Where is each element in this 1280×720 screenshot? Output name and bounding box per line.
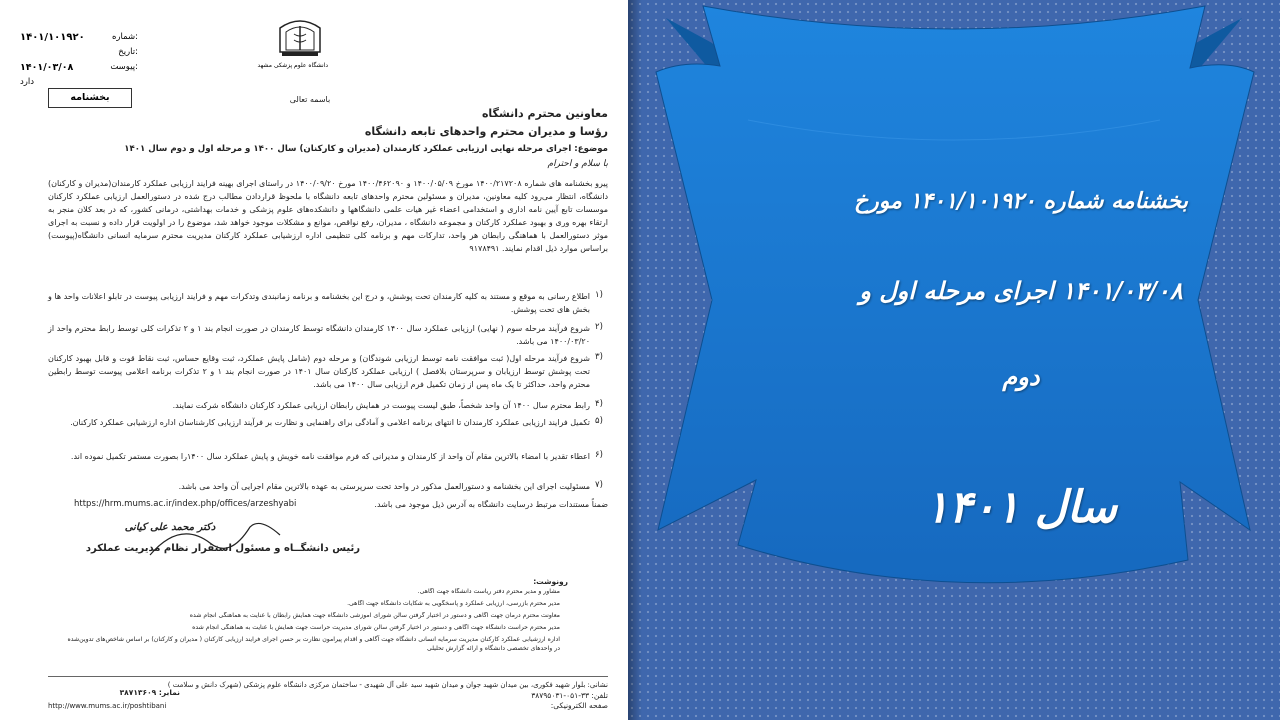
item-text: شروع فرآیند مرحله سوم ( نهایی) ارزیابی عملکرد سال ۱۴۰۰ کارمندان دانشگاه توسط کارمندان در صورت انجام بند ۱ و ۲ تذکرات کلی توسط رابط محترم واحد از ۱۴۰۰/۰۳/۲۰ می باشد. [48, 324, 591, 346]
footer-fax: نمابر: ۳۸۷۱۳۶۰۹ [119, 688, 180, 697]
meta-date-label: تاریخ: [118, 47, 138, 57]
subject-line: موضوع: اجرای مرحله نهایی ارزیابی عملکرد کارمندان (مدیران و کارکنان) سال ۱۴۰۰ و مرحله اول و دوم سال ۱۴۰۱ [124, 144, 608, 154]
item-text: اعطاء تقدیر با امضاء بالاترین مقام آن واحد از کارمندان و مدیرانی که فرم موافقت نامه خویش و پایش عملکرد سال ۱۴۰۰را بصورت مستمر تکمیل نموده اند. [70, 452, 590, 461]
panel-title-line-2: ۱۴۰۱/۰۳/۰۸ اجرای مرحله اول و [859, 276, 1183, 305]
item-text: شروع فرآیند مرحله اول( ثبت موافقت نامه توسط ارزیابی شوندگان) و مرحله دوم (شامل پایش عملکرد، ثبت وقایع حساس، ثبت نقاط قوت و قابل بهبود کارکنان تحت پوشش توسط ارزیابان و سرپرستان بلافصل ) ارزیابی عملکرد کارکنان سال ۱۴۰۱ در صورت انجام بند ۱ و ۲ تذکرات برنامه اعلامی پیوست توسط رابطین محترم واحد، حداکثر تا یک ماه پس از زمان تکمیل فرم ارزیابی سال ۱۴۰۰ می باشد. [48, 354, 590, 389]
meta-attachment-value: دارد [20, 77, 35, 87]
item-number: ۷) [595, 480, 603, 490]
item-text: تکمیل فرایند ارزیابی عملکرد کارمندان تا انتهای برنامه اعلامی و آمادگی برای راهنمایی و نظارت بر فرآیند ارزیابی کارشناسان اداره ارزشیابی عملکرد کارکنان. [70, 418, 590, 427]
signature-scribble [140, 515, 290, 570]
intro-paragraph: پیرو بخشنامه های شماره ۱۴۰۰/۲۱۷۲۰۸ مورخ ۱۴۰۰/۰۵/۰۹ و ۱۴۰۰/۴۶۲۰۹۰ مورخ ۱۴۰۰/۰۹/۲۰ در راستای اجرای بهینه فرایند ارزیابی عملکرد کارمندان(مدیران و کارکنان) دانشگاه، انتظار می‌رود کلیه معاونین، مدیران و مسئولین محترم واحدهای تابعه دانشگاه با ملحوظ قراردادن مطالب درج شده در دستورالعمل ارزیابی عملکرد کارکنان موسسات تابع آیین نامه اداری و استخدامی اعضاء غیر هیات علمی دانشگاهها و دانشکده‌های علوم پزشکی و خدمات بهداشتی، درمانی کشور، که در بعد کلان منجر به ارتقاء بهره وری و بهبود عملکرد کارکنان و مجموعه دانشگاه ، مدیران، رفع نواقص، موانع و مشکلات موجود خواهد شد، موضوع را در اولویت قرار داده و نسبت به اجرای موثر دستورالعمل با هماهنگی رابطان هر واحد، تدارکات مهم و برنامه کلی تنظیمی اداره ارزشیابی عملکرد کارکنان مدیریت محترم سرمایه انسانی دانشگاه(پیوست) براساس موارد ذیل اقدام نمایند. ۹۱۷۸۴۹۱ [48, 179, 608, 253]
closing-text: ضمناً مستندات مرتبط درسایت دانشگاه به آدرس ذیل موجود می باشد. [374, 500, 608, 509]
logo-caption: دانشگاه علوم پزشکی مشهد [257, 62, 328, 69]
footer-address: نشانی: بلوار شهید فکوری، بین میدان شهید جوان و میدان شهید سید علی آل شهیدی - ساختمان مرکزی دانشگاه علوم پزشکی (شهرک دانش و سلامت ) [167, 681, 608, 689]
circular-badge: بخشنامه [48, 88, 132, 108]
closing-url[interactable]: https://hrm.mums.ac.ir/index.php/offices/arzeshyabi [74, 499, 297, 509]
item-text: مسئولیت اجرای این بخشنامه و دستورالعمل مذکور در واحد تحت سرپرستی به عهده بالاترین مقام اجرایی آن واحد می باشد. [178, 482, 590, 491]
panel-title-line-4: سال ۱۴۰۱ [924, 482, 1118, 533]
meta-number-label: شماره: [111, 32, 138, 42]
item-number: ۳) [595, 352, 603, 362]
cc-item: معاونت محترم درمان جهت آگاهی و دستور در اختیار گرفتن سالن شورای آموزشی دانشگاه جهت همایش رابطان با عنایت به هماهنگی انجام شده [189, 612, 560, 619]
meta-date-value: ۱۴۰۱/۰۳/۰۸ [20, 62, 74, 73]
meta-number-value: ۱۴۰۱/۱۰۱۹۲۰ [20, 32, 85, 43]
letter-page [0, 0, 628, 720]
bismillah: باسمه تعالی [289, 95, 331, 104]
cc-item: مدیر محترم حراست دانشگاه جهت آگاهی و دستور در اختیار گرفتن سالن شورای مدیریت حراست جهت همایش با عنایت به هماهنگی انجام شده [192, 624, 560, 631]
item-number: ۲) [595, 322, 603, 332]
addressee-1: معاونین محترم دانشگاه [481, 107, 608, 120]
signature-title: رئیس دانشگــاه و مسئول استقرار نظام مدیریت عملکرد [85, 543, 360, 554]
item-number: ۵) [595, 416, 603, 426]
item-text: رابط محترم سال ۱۴۰۰ آن واحد شخصاً، طبق لیست پیوست در همایش رابطان ارزیابی عملکرد کارکنان دانشگاه شرکت نمایند. [172, 401, 590, 410]
ribbon-banner [628, 0, 1280, 720]
panel-title-line-3: دوم [1002, 362, 1040, 391]
greeting: با سلام و احترام [547, 159, 608, 169]
cc-label: رونوشت: [533, 577, 568, 586]
footer-phone: تلفن: ۳۳-۰۵۱-۳۸۷۹۵۰۳۱ [531, 691, 608, 700]
item-number: ۱) [595, 290, 603, 300]
footer-rule [48, 676, 608, 677]
item-number: ۴) [595, 399, 603, 409]
footer-web[interactable]: http://www.mums.ac.ir/poshtibani [48, 702, 167, 710]
signature-name: دکتر محمد علی کیانی [124, 522, 216, 533]
item-number: ۶) [595, 450, 603, 460]
item-text: اطلاع رسانی به موقع و مستند به کلیه کارمندان تحت پوشش، و درج این بخشنامه و برنامه زمانبندی وتدکرات مهم و فرایند ارزیابی پیوست در تابلو اعلانات واحد ها و بخش های تحت پوشش. [48, 292, 590, 314]
panel-title-line-1: بخشنامه شماره ۱۴۰۱/۱۰۱۹۲۰ مورخ [853, 188, 1189, 214]
cc-item: مدیر محترم بازرسی، ارزیابی عملکرد و پاسخگویی به شکایات دانشگاه جهت آگاهی. [347, 600, 560, 607]
footer-email-label: صفحه الکترونیکی: [550, 701, 608, 710]
university-logo [257, 12, 328, 72]
cc-item: مشاور و مدیر محترم دفتر ریاست دانشگاه جهت آگاهی. [417, 588, 560, 595]
meta-attachment-label: پیوست: [110, 62, 138, 72]
addressee-2: رؤسا و مدیران محترم واحدهای تابعه دانشگاه [364, 125, 608, 138]
letter-meta [20, 30, 138, 90]
cc-item: اداره ارزشیابی عملکرد کارکنان مدیریت سرمایه انسانی دانشگاه جهت آگاهی و اقدام پیرامون نظارت بر حسن اجرای فرایند ارزیابی کارکنان ( مدیران و کارکنان) بر اساس شاخص‌های تدوین‌شده در واحدهای تخصصی دانشگاه و ارائه گزارش تحلیلی [67, 636, 560, 652]
